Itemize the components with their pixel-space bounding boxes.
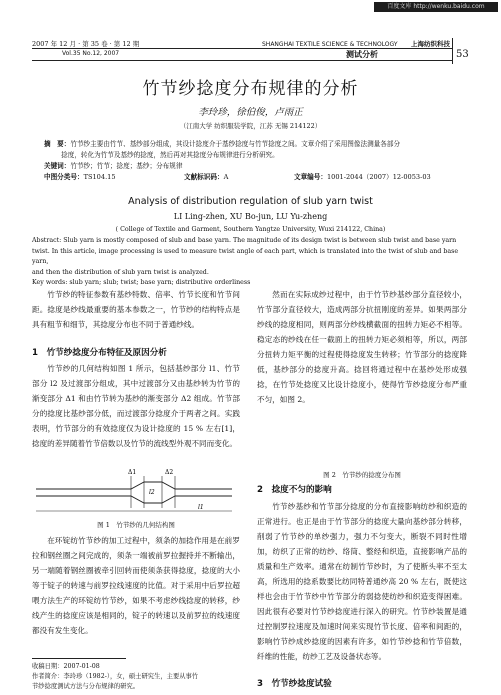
paper-title: 竹节纱捻度分布规律的分析 xyxy=(142,79,359,99)
fig1-label-delta1: Δ1 xyxy=(128,469,137,476)
figure-2-image xyxy=(258,426,468,466)
left-section-1 xyxy=(32,361,240,451)
doc-value: A xyxy=(223,173,229,181)
watermark: 百度文库 http://wenku.baidu.com xyxy=(374,2,498,12)
page-number: 53 xyxy=(456,49,469,60)
header-rule-1 xyxy=(32,48,452,49)
abstract-label: 摘 要： xyxy=(44,140,71,148)
intro-paragraph: 竹节纱的特征参数有基纱特数、倍率、竹节长度和竹节间距。捻度是纱线最重要的基本参数之一，竹节纱的结构特点是具有粗节和细节，其捻度分布也不同于普通纱线。 xyxy=(32,290,240,329)
doc-label: 文献标识码： xyxy=(184,173,224,181)
section-2-paragraph: 竹节纱基纱和竹节部分捻度的分布直接影响纺纱和织造的正常进行。也正是由于竹节部分的捻度大量向基纱部分转移，削弱了竹节纱的单纱强力，强力不匀变大，断裂不同时性增加，纺织了正常的纺纱、络筒、整经和织造，直接影响产品的质量和生产效率。通常在纺制竹节纱时，为了使断头率不至太高，所选用的捻系数要比纺同特普通纱高 20 % 左右，既使这样也会由于竹节纱中竹节部分的弱捻使纺纱和织造变得困难。因此很有必要对竹节纱捻度进行深入的研究。竹节纱装置是通过控制罗拉速度及加速时间来实现竹节长度、倍率和间距的，影响竹节纱成纱捻度的因素有许多，如竹节纱捻和竹节倍数，纤维的性能，纺纱工艺及设备状态等。 xyxy=(257,502,467,661)
english-abstract xyxy=(32,236,472,289)
english-abstract-3: and then the distribution of slub yarn twist is analyzed. xyxy=(32,268,209,276)
keywords-label: 关键词： xyxy=(44,162,71,170)
english-abstract-2: twist. In this article, image processing is used to measure twist angle of each part, which is translated into the twist of slub and base yarn, xyxy=(32,247,459,265)
section-1-paragraph: 竹节纱的几何结构如图 1 所示，包括基纱部分 l1、竹节部分 l2 及过渡部分组成，其中过渡部分又由基纱转为竹节的渐变部分 Δ1 和由竹节转为基纱的渐变部分 Δ2 组成。竹节部分的捻度比基纱部分低，而过渡部分捻度介于两者之间。实践表明，竹节部分的有效捻度仅为设计捻度的 15 % 左右[1]，捻度的差异随着竹节倍数以及竹节的流线型外观不同而变化。 xyxy=(32,364,240,448)
process-paragraph: 在环锭纺竹节纱的加工过程中，须条的加捻作用是在前罗拉和钢丝圈之间完成的，须条一端被前罗拉握持并不断输出，另一端随着钢丝圈被牵引回转而使须条获得捻度，捻度的大小等于锭子的转速与前罗拉线速度的比值。对于采用中后罗拉超喂方法生产的环锭纺竹节纱，如果不考虑纱线捻度的转移，纱线产生的捻度应该是相同的，锭子的转速以及前罗拉的线速度都没有发生变化。 xyxy=(32,536,240,635)
cls-label: 中图分类号： xyxy=(44,173,84,181)
twist-transfer-paragraph: 然而在实际成纱过程中，由于竹节纱基纱部分直径较小，竹节部分直径较大，造成两部分抗扭刚度的差异。如果两部分纱线的捻度相同，则两部分纱线横截面的扭转力矩必不相等。稳定态的纱线在任一截面上的扭转力矩必须相等，所以，两部分扭转力矩平衡的过程使得捻度发生转移；竹节部分的捻度降低，基纱部分的捻度升高。捻回将通过程中在基纱处形成强捻，在竹节处捻度又比设计捻度小，使得竹节纱捻度分布严重不匀，如图 2。 xyxy=(257,290,467,404)
article-value: 1001-2044（2007）12-0053-03 xyxy=(326,173,431,181)
figure-1-diagram xyxy=(36,466,232,516)
left-intro xyxy=(32,287,240,332)
english-keywords: Key words: slub yarn; slub; twist; base yarn; distributive orderliness xyxy=(32,279,251,286)
english-authors: LI Ling-zhen, XU Bo-jun, LU Yu-zheng xyxy=(173,212,328,221)
section-1-heading: 1 竹节纱捻度分布特征及原因分析 xyxy=(32,348,167,358)
article-label: 文章编号： xyxy=(294,173,327,181)
fig1-label-l2: l2 xyxy=(149,489,155,496)
journal-cn: 上海纺织科技 xyxy=(411,40,450,48)
figure-2-caption: 图 2 竹节纱的捻度分布图 xyxy=(323,471,401,479)
left-continuation xyxy=(32,533,240,638)
section-2-heading: 2 捻度不匀的影响 xyxy=(257,485,332,495)
right-section-2 xyxy=(257,499,467,664)
authors: 李玲珍，徐伯俊，卢雨正 xyxy=(198,107,303,118)
issue-cn: 2007 年 12 月 · 第 35 卷 · 第 12 期 xyxy=(32,40,140,48)
abstract-line-2: 捻度，转化为竹节及基纱的捻度，然后再对其捻度分布规律进行分析研究。 xyxy=(61,151,279,159)
english-affiliation: ( College of Textile and Garment, Southern Yangtze University, Wuxi 214122, China) xyxy=(115,226,386,233)
header-divider xyxy=(452,38,453,64)
fig1-yarn-bottom xyxy=(36,496,232,503)
figure-1-caption: 图 1 竹节纱的几何结构图 xyxy=(97,521,175,529)
english-title: Analysis of distribution regulation of slub yarn twist xyxy=(128,196,373,207)
author-bio-1: 作者简介：李玲珍（1982-），女，硕士研究生，主要从事竹 xyxy=(32,673,199,680)
cls-value: TS104.15 xyxy=(83,173,116,181)
english-abstract-1: Abstract: Slub yarn is mostly composed of slub and base yarn. The magnitude of its design twist is between slub twist and base yarn xyxy=(32,237,457,244)
right-top xyxy=(257,287,467,407)
issue-en: Vol.35 No.12, 2007 xyxy=(62,50,120,57)
footnote xyxy=(32,662,242,692)
header-rule-2 xyxy=(32,60,452,61)
received-date: 收稿日期：2007-01-08 xyxy=(32,663,100,670)
journal-en: SHANGHAI TEXTILE SCIENCE & TECHNOLOGY xyxy=(262,41,398,48)
keywords: 竹节纱；竹节；捻度；基纱；分布规律 xyxy=(70,162,183,170)
fig1-label-l1: l1 xyxy=(198,504,204,511)
abstract-cn xyxy=(44,139,464,183)
fig1-label-delta2: Δ2 xyxy=(165,469,174,476)
affiliation: （江南大学 纺织服装学院，江苏 无锡 214122） xyxy=(179,122,322,130)
section-label: 测试分析 xyxy=(346,49,378,59)
footnote-rule xyxy=(32,658,126,659)
fig1-yarn-top xyxy=(36,482,232,489)
section-3-heading: 3 竹节纱捻度试验 xyxy=(257,679,332,689)
abstract-line-1: 竹节纱主要由竹节、基纱部分组成，其设计捻度介于基纱捻度与竹节捻度之间。文章介绍了采用图像法测量各部分 xyxy=(70,140,401,148)
author-bio-2: 节纱捻度测试方法与分布规律的研究。 xyxy=(32,683,140,690)
